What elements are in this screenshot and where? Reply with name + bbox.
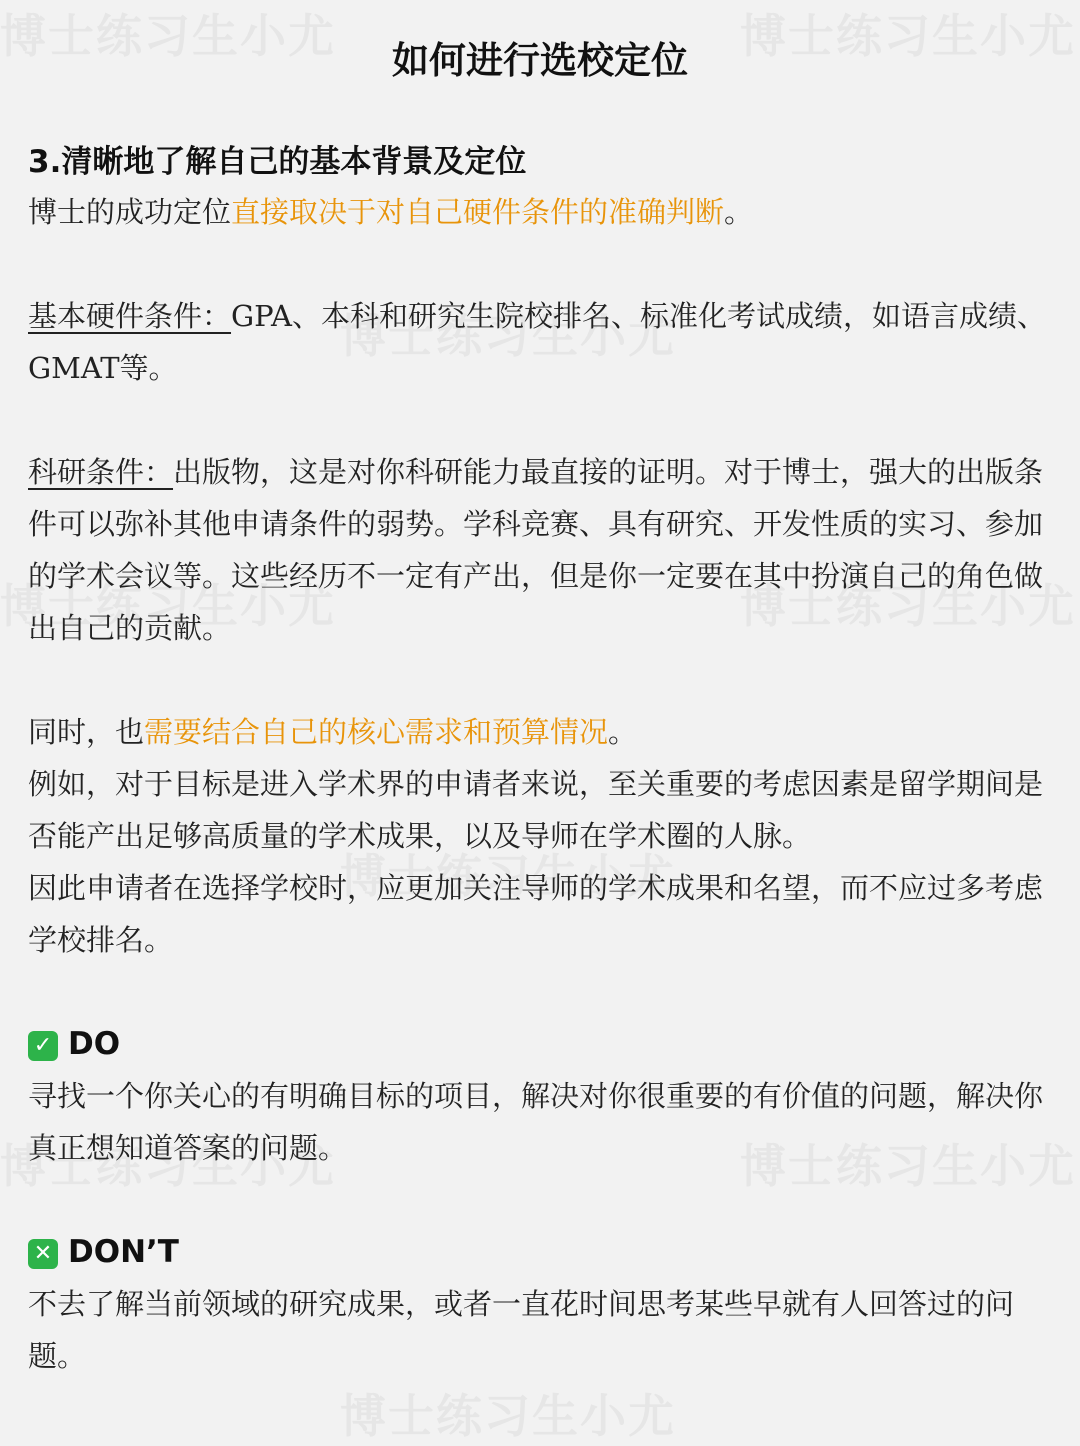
dont-paragraph: 不去了解当前领域的研究成果，或者一直花时间思考某些早就有人回答过的问题。: [28, 1287, 1015, 1373]
example-paragraph: 例如，对于目标是进入学术界的申请者来说，至关重要的考虑因素是留学期间是否能产出足够高质量的学术成果，以及导师在学术圈的人脉。: [28, 767, 1044, 853]
highlight-text: 需要结合自己的核心需求和预算情况: [144, 715, 609, 749]
do-paragraph: 寻找一个你关心的有明确目标的项目，解决对你很重要的有价值的问题，解决你真正想知道答案的问题。: [28, 1079, 1044, 1165]
research-paragraph: 科研条件：出版物，这是对你科研能力最直接的证明。对于博士，强大的出版条件可以弥补其他申请条件的弱势。学科竞赛、具有研究、开发性质的实习、参加的学术会议等。这些经历不一定有产出，但是你一定要在其中扮演自己的角色做出自己的贡献。: [28, 455, 1044, 645]
highlight-text: 直接取决于对自己硬件条件的准确判断: [231, 195, 725, 229]
dont-heading: ✕ DON’T: [28, 1226, 1052, 1278]
conclusion-paragraph: 因此申请者在选择学校时，应更加关注导师的学术成果和名望，而不应过多考虑学校排名。: [28, 871, 1044, 957]
do-heading: ✓ DO: [28, 1018, 1052, 1070]
intro-paragraph: 博士的成功定位直接取决于对自己硬件条件的准确判断。: [28, 195, 754, 229]
cross-mark-icon: ✕: [28, 1239, 58, 1269]
section-heading: 3.清晰地了解自己的基本背景及定位: [28, 144, 527, 180]
needs-paragraph: 同时，也需要结合自己的核心需求和预算情况。: [28, 715, 638, 749]
page-title: 如何进行选校定位: [392, 39, 688, 82]
research-label: 科研条件：: [28, 455, 174, 489]
article-body: [28, 138, 1052, 1382]
hardware-label: 基本硬件条件：: [28, 299, 232, 333]
check-mark-icon: ✓: [28, 1031, 58, 1061]
watermark: [340, 1380, 676, 1446]
hardware-paragraph: 基本硬件条件：GPA、本科和研究生院校排名、标准化考试成绩，如语言成绩、GMAT等。: [28, 299, 1046, 385]
